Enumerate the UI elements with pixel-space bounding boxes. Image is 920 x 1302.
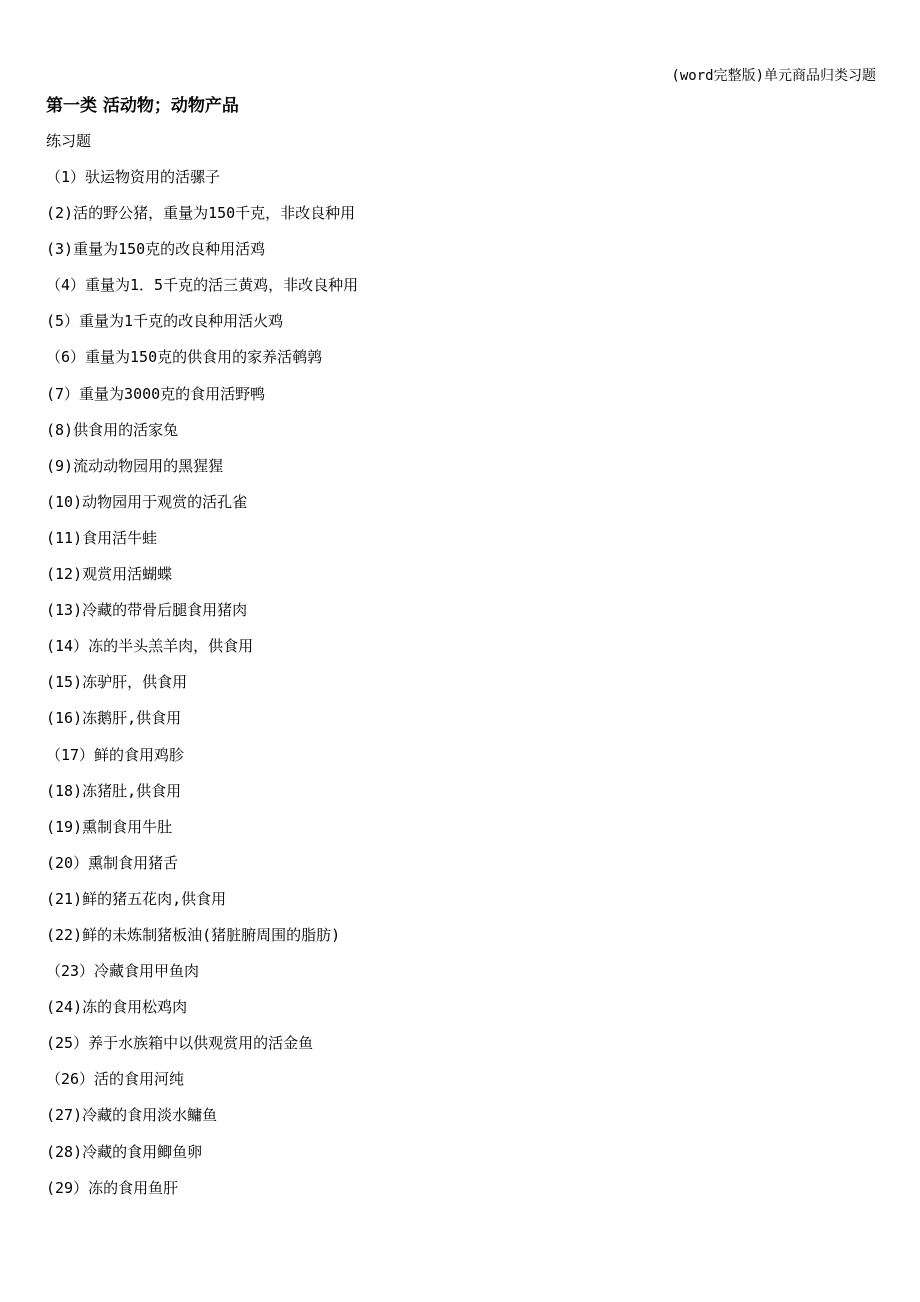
exercise-item: (3)重量为150克的改良种用活鸡 — [46, 240, 266, 259]
exercise-item: (25）养于水族箱中以供观赏用的活金鱼 — [46, 1034, 314, 1053]
exercise-item: (29）冻的食用鱼肝 — [46, 1178, 179, 1197]
exercise-item: (15)冻驴肝，供食用 — [46, 673, 188, 692]
exercise-item: (22)鲜的未炼制猪板油(猪脏腑周围的脂肪) — [46, 925, 341, 944]
exercise-item: (21)鲜的猪五花肉,供食用 — [46, 889, 227, 908]
exercise-item: (16)冻鹅肝,供食用 — [46, 709, 182, 728]
exercise-item: （17）鲜的食用鸡胗 — [46, 745, 185, 764]
exercise-list — [46, 166, 876, 1213]
exercise-item: (14）冻的半头羔羊肉，供食用 — [46, 637, 254, 656]
exercise-item: (20）熏制食用猪舌 — [46, 853, 179, 872]
exercise-item: （23）冷藏食用甲鱼肉 — [46, 962, 200, 981]
exercise-item: （26）活的食用河纯 — [46, 1070, 185, 1089]
page-header: (word完整版)单元商品归类习题 — [671, 68, 876, 84]
exercise-item: (27)冷藏的食用淡水鳙鱼 — [46, 1106, 218, 1125]
exercise-item: （6）重量为150克的供食用的家养活鹌鹑 — [46, 348, 323, 367]
exercise-item: (9)流动动物园用的黑猩猩 — [46, 456, 224, 475]
exercise-item: (11)食用活牛蛙 — [46, 528, 158, 547]
exercise-item: （1）驮运物资用的活骡子 — [46, 168, 221, 186]
exercise-item: (8)供食用的活家兔 — [46, 420, 179, 439]
exercise-item: （4）重量为1．5千克的活三黄鸡，非改良种用 — [46, 276, 359, 295]
section-title: 第一类 活动物；动物产品 — [46, 96, 239, 116]
document-body — [46, 94, 876, 1213]
exercise-subtitle: 练习题 — [46, 132, 92, 150]
exercise-item: (19)熏制食用牛肚 — [46, 817, 173, 836]
exercise-item: (7）重量为3000克的食用活野鸭 — [46, 384, 266, 403]
exercise-item: (24)冻的食用松鸡肉 — [46, 998, 188, 1017]
exercise-item: (18)冻猪肚,供食用 — [46, 781, 182, 800]
exercise-item: (5）重量为1千克的改良种用活火鸡 — [46, 312, 284, 331]
exercise-item: (12)观赏用活蝴蝶 — [46, 565, 173, 584]
exercise-item: (28)冷藏的食用鲫鱼卵 — [46, 1142, 203, 1161]
exercise-item: (2)活的野公猪，重量为150千克，非改良种用 — [46, 204, 356, 223]
exercise-item: (10)动物园用于观赏的活孔雀 — [46, 492, 248, 511]
exercise-item: (13)冷藏的带骨后腿食用猪肉 — [46, 601, 248, 620]
